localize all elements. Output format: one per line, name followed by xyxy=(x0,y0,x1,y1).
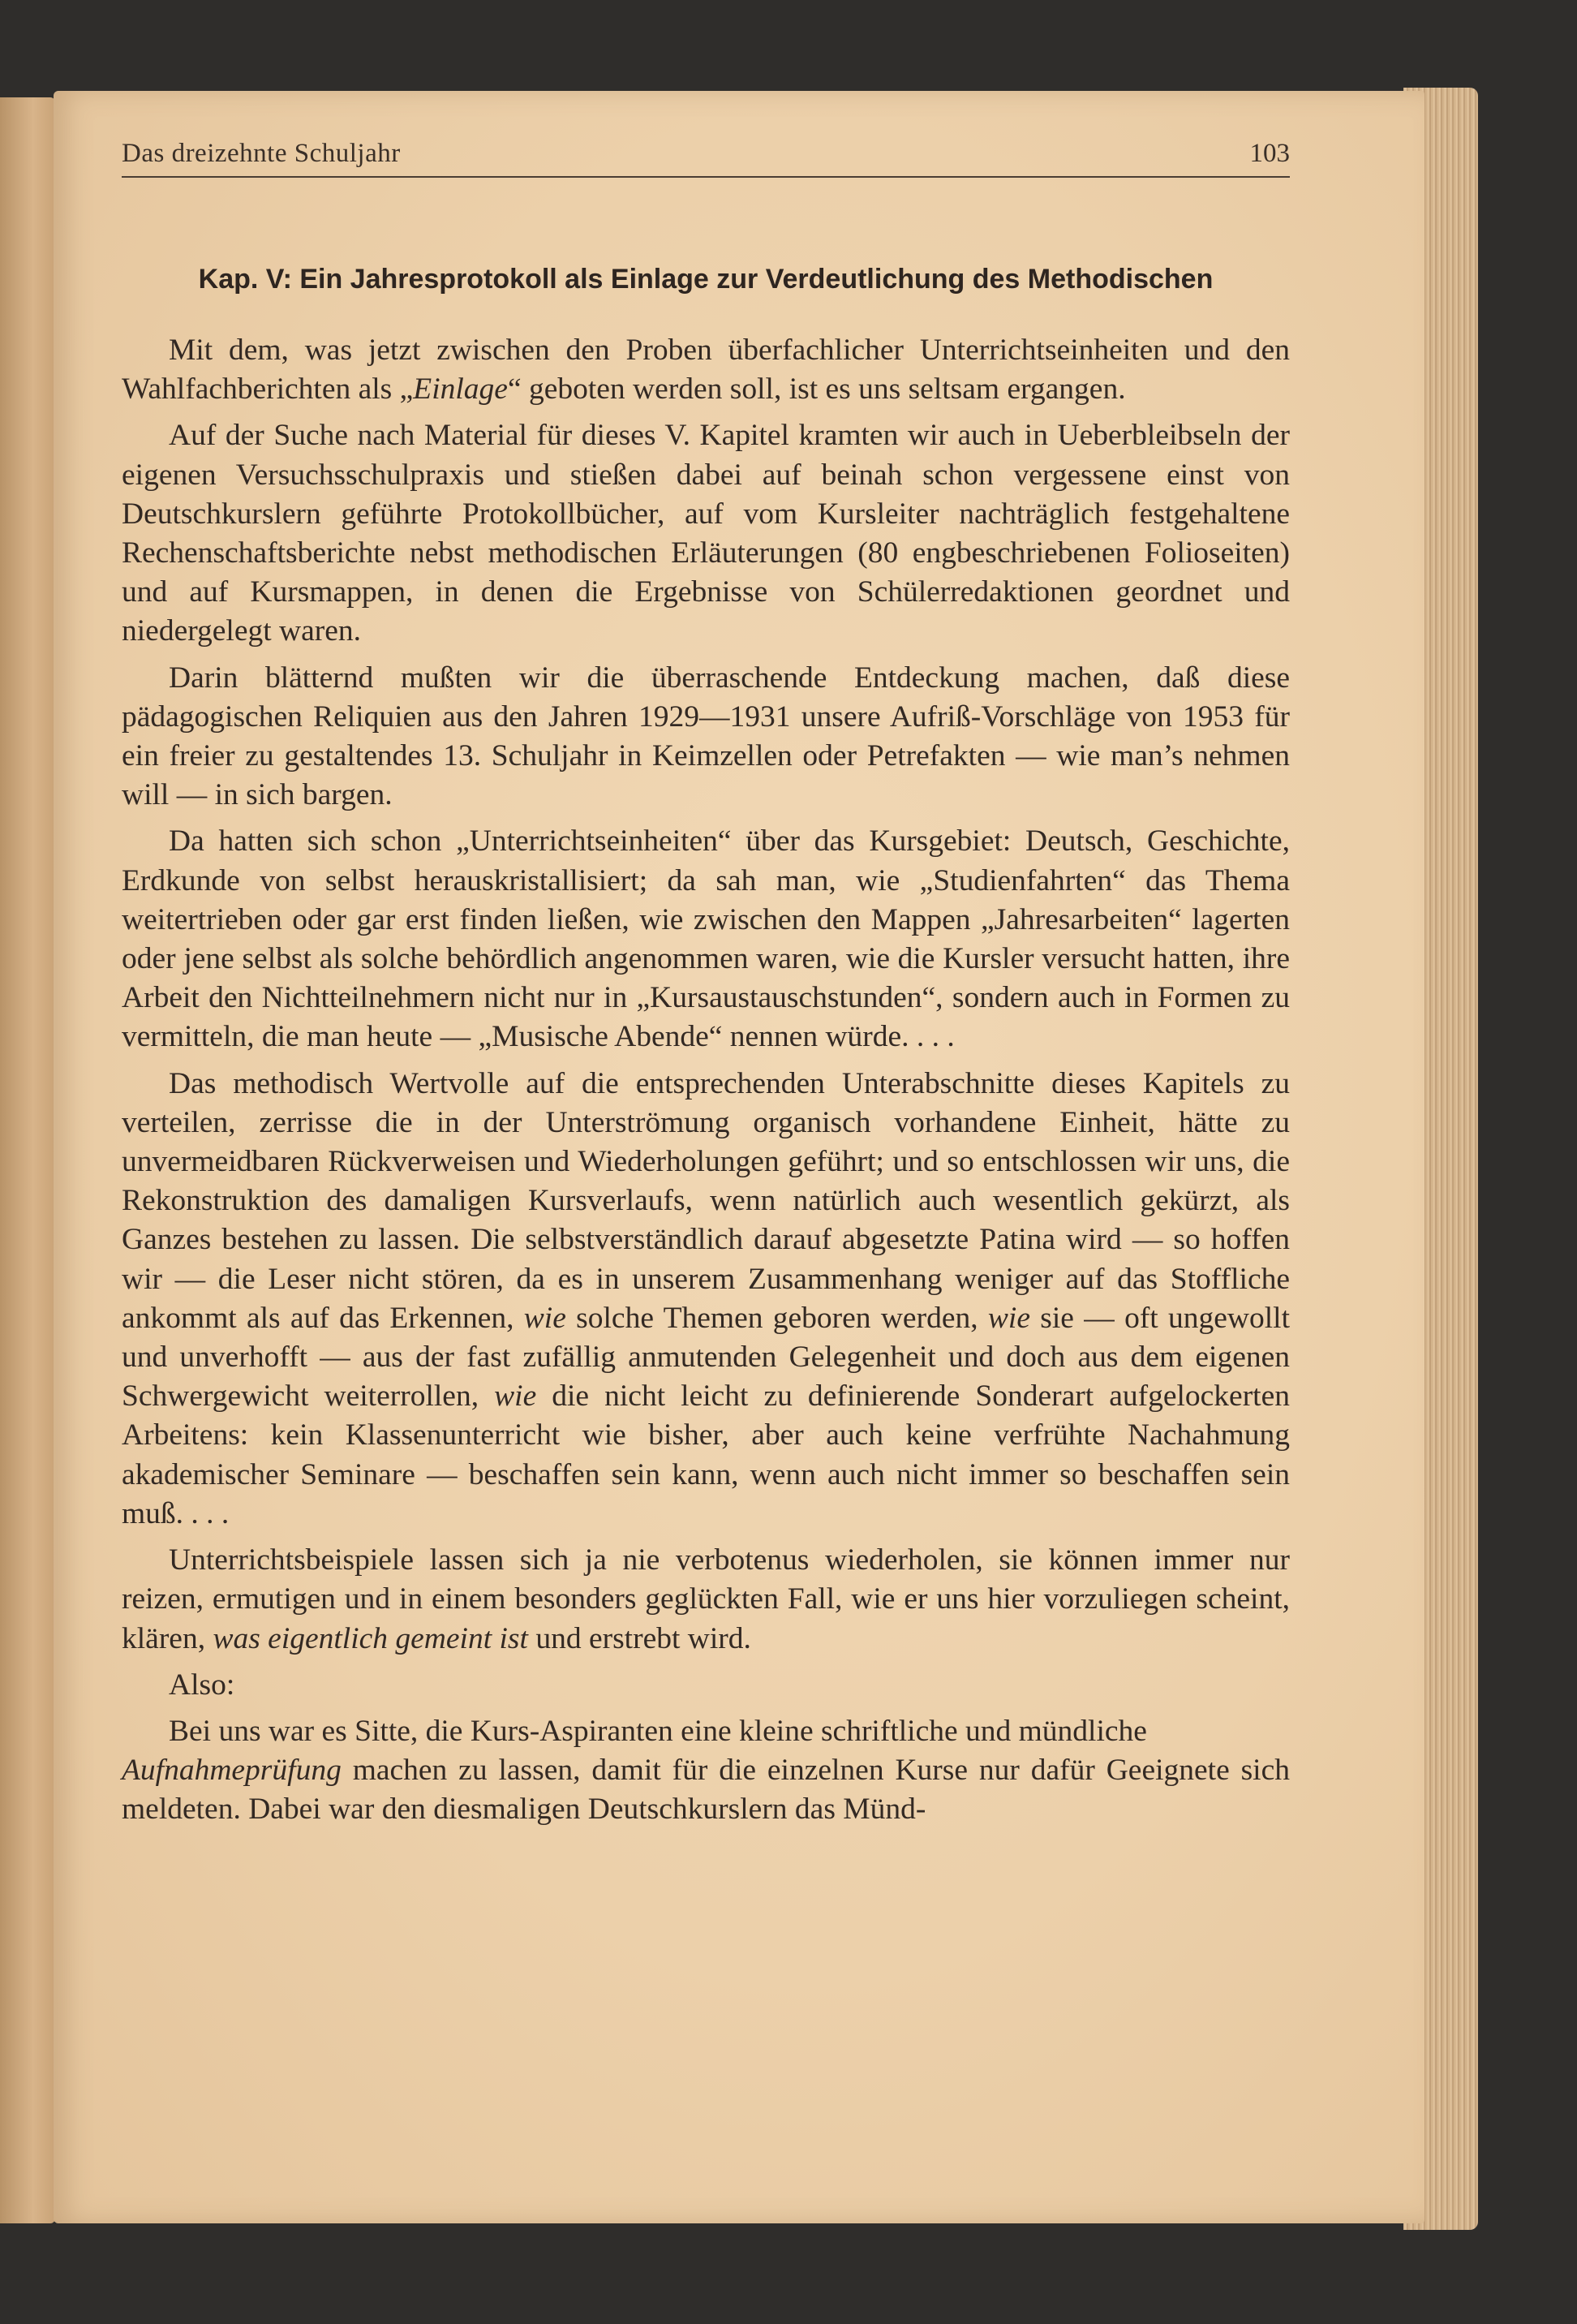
paragraph-8-emphasis: Aufnahmeprüfung xyxy=(122,1754,342,1788)
paragraph-6-text-a: Unterrichtsbeispiele lassen sich ja nie verbotenus wiederholen, sie können immer nur reizen, ermutigen und in einem besonders geglückten Fall, wie er uns hier vorzuliegen scheint, klären, xyxy=(122,1543,1290,1655)
paragraph-8-text-a: Bei uns war es Sitte, die Kurs-Aspiranten eine kleine schriftliche und mündliche xyxy=(169,1714,1147,1748)
paragraph-5-text-d: die nicht leicht zu definierende Sonderart aufgelockerten Arbeitens: kein Klassenunterricht wie bisher, aber auch keine verfrühte Nachahmung akademischer Seminare — beschaffen sein kann, wenn auch nicht immer so beschaffen sein muß. . . . xyxy=(122,1379,1290,1530)
paragraph-6 xyxy=(122,1541,1290,1659)
paragraph-5-text-a: Das methodisch Wertvolle auf die entsprechenden Unterabschnitte dieses Kapitels zu verteilen, zerrisse die in der Unterströmung organisch vorhandene Einheit, hätte zu unvermeidbaren Rückverweisen und Wiederholungen geführt; und so entschlossen wir uns, die Rekonstruktion des damaligen Kursverlaufs, wenn natürlich auch wesentlich gekürzt, als Ganzes bestehen zu lassen. Die selbstverständlich darauf abgesetzte Patina wird — so hoffen wir — die Leser nicht stören, da es in unserem Zusammenhang weniger auf das Stoffliche ankommt als auf das Erkennen, xyxy=(122,1066,1290,1335)
body-text xyxy=(122,331,1290,1837)
page-number: 103 xyxy=(1249,139,1290,168)
running-head xyxy=(122,134,1290,178)
paragraph-3: Darin blätternd mußten wir die überraschende Entdeckung machen, daß diese pädagogischen Reliquien aus den Jahren 1929—1931 unsere Aufriß-Vorschläge von 1953 für ein freier zu gestaltendes 13. Schuljahr in Keimzellen oder Petrefakten — wie man’s nehmen will — in sich bargen. xyxy=(122,661,1290,812)
paragraph-1-text-a: Mit dem, was jetzt zwischen den Proben überfachlicher Unterrichtseinheiten und den Wahlfachberichten als „ xyxy=(122,334,1290,407)
running-head-title: Das dreizehnte Schuljahr xyxy=(122,139,401,168)
paragraph-6-text-b: und erstrebt wird. xyxy=(535,1621,751,1655)
chapter-heading: Kap. V: Ein Jahresprotokoll als Einlage zur Verdeutlichung des Methodischen xyxy=(198,264,1214,295)
paragraph-8-text-b: machen zu lassen, damit für die einzelnen Kurse nur dafür Geeignete sich meldeten. Dabei war den diesmaligen Deutschkurslern das Münd- xyxy=(122,1754,1290,1827)
paragraph-5-emphasis-1: wie xyxy=(523,1301,566,1335)
paragraph-1-emphasis: Einlage xyxy=(413,372,508,407)
paragraph-5-text-c: sie — oft ungewollt und unverhofft — aus der fast zufällig anmutenden Gelegenheit und doch aus dem eigenen Schwergewicht weiterrollen, xyxy=(122,1301,1291,1414)
paragraph-7: Also: xyxy=(169,1668,235,1702)
paragraph-5-emphasis-3: wie xyxy=(494,1379,537,1414)
paragraph-1 xyxy=(122,331,1290,409)
paragraph-5-emphasis-2: wie xyxy=(987,1301,1030,1335)
paragraph-6-emphasis: was eigentlich gemeint ist xyxy=(213,1621,528,1655)
paragraph-8 xyxy=(122,1712,1290,1830)
left-page-edge xyxy=(0,97,55,2223)
paragraph-4: Da hatten sich schon „Unterrichtseinheiten“ über das Kursgebiet: Deutsch, Geschichte, Erdkunde von selbst herauskristallisiert; da sah man, wie „Studienfahrten“ das Thema weitertrieben oder gar erst finden ließen, wie zwischen den Mappen „Jahresarbeiten“ lagerten oder jene selbst als solche behördlich angenommen waren, wie die Kursler versucht hatten, ihre Arbeit den Nichtteilnehmern nicht nur in „Kursaustauschstunden“, sondern auch in Formen zu vermitteln, die man heute — „Musische Abende“ nennen würde. . . . xyxy=(122,824,1290,1054)
paragraph-1-text-c: “ geboten werden soll, ist es uns seltsam ergangen. xyxy=(507,372,1126,407)
paragraph-2: Auf der Suche nach Material für dieses V. Kapitel kramten wir auch in Ueberbleibseln der eigenen Versuchsschulpraxis und stießen dabei auf beinah schon vergessene einst von Deutschkurslern geführte Protokollbücher, auf vom Kursleiter nachträglich festgehaltene Rechenschaftsberichte nebst methodischen Erläuterungen (80 engbeschriebenen Folioseiten) und auf Kursmappen, in denen die Ergebnisse von Schülerredaktionen geordnet und niedergelegt waren. xyxy=(122,419,1290,648)
paragraph-5-text-b: solche Themen geboren werden, xyxy=(576,1301,978,1335)
paragraph-5 xyxy=(122,1065,1290,1534)
